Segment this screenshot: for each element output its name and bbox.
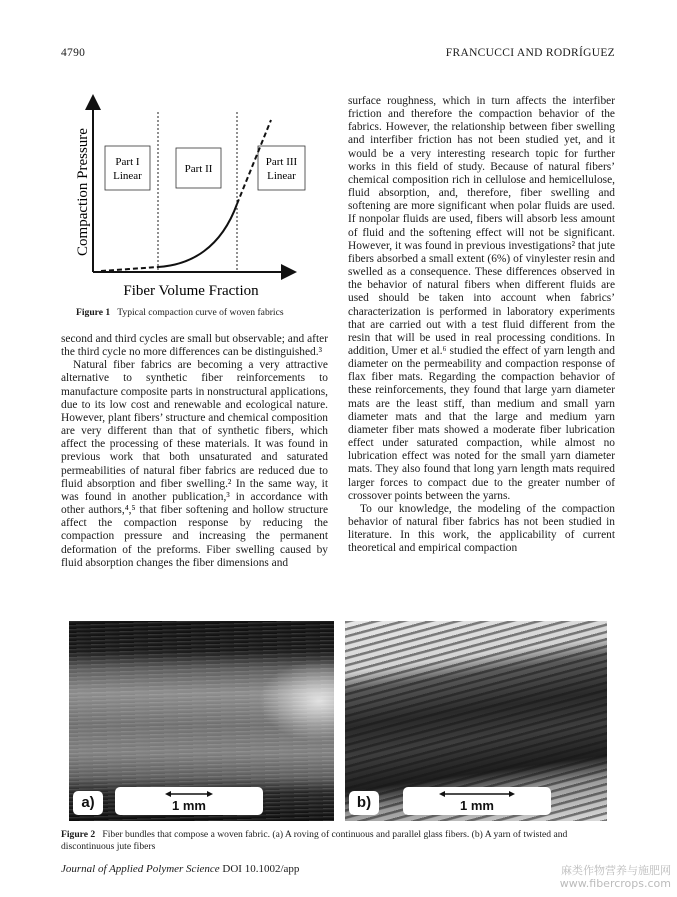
figure2-caption-text: Fiber bundles that compose a woven fabric. (a) A roving of continuous and parallel glass fibers. (b) A yarn of twisted and discontinuous jute fibers [61,829,568,852]
figure2-panel-a [69,621,334,821]
region-label-1b: Linear [113,170,142,182]
panel-a-tag: a) [73,791,103,815]
panel-b-scale-label: 1 mm [460,798,494,813]
region-label-2a: Part II [184,163,213,175]
figure2-caption [61,829,616,853]
panel-a-scalebar [115,787,263,815]
x-axis-label: Fiber Volume Fraction [123,283,259,299]
right-column [348,95,615,555]
figure1-caption [76,307,284,319]
region-label-3a: Part III [265,156,298,168]
site-watermark [560,864,671,890]
footer [61,863,299,875]
figure2-panel-b [345,621,607,821]
region-label-3b: Linear [267,170,296,182]
page-number: 4790 [61,47,86,59]
region-box-1 [105,146,150,190]
panel-a-scale-arrow [165,790,213,798]
curve-part-1 [101,267,158,271]
panel-b-scalebar [403,787,551,815]
footer-doi: DOI 10.1002/app [222,863,300,875]
figure1-chart [61,88,337,306]
watermark-line-1: 麻类作物营养与施肥网 [561,864,671,877]
region-box-3 [258,146,305,190]
panel-a-scale-label: 1 mm [172,798,206,813]
running-title: FRANCUCCI AND RODRÍGUEZ [445,47,615,59]
left-paragraph-2: Natural fiber fabrics are becoming a very attractive alternative to synthetic fiber reinforcements to manufacture composite parts in nonstructural applications, due to its low cost and renewable and ecological nature. However, plant fibers’ structure and chemical composition are very different than that of synthetic fibers, which affect the processing of these materials. It was found in previous work that both unsaturated and saturated permeabilities of natural fiber fabrics are reduced due to fluid absorption and fiber swelling.² In the same way, it was found in another publication,³ in accordance with other authors,⁴,⁵ that fiber softening and hollow structure affect the compaction response by reducing the compaction pressure and increasing the permanent deformation of the preforms. Fiber swelling caused by fluid absorption changes the fiber dimensions and [61,359,328,569]
right-paragraph-1: surface roughness, which in turn affects the interfiber friction and therefore the compaction behavior of the fabrics. However, the relationship between fiber swelling and interfiber friction has not been studied yet, and it would be a very interesting research topic for further works in this field of study. Because of natural fibers’ chemical composition rich in cellulose and hemicellulose, fluid absorption, and, therefore, fiber swelling and softening are more significant when polar fluids are used. If nonpolar fluids are used, fibers will absorb less amount of fluid and the softening effect will not be significant. However, it was found in previous investigations² that jute fibers absorbed a small extent (6%) of vinylester resin and swelled as a consequence. These differences observed in the behavior of natural fibers when different fluids are used should be taken into account when fabrics’ characterization is performed in laboratory experiments that are carried out with a test fluid different from the resin that will be used in real processing conditions. In addition, Umer et al.⁶ studied the effect of yarn length and diameter on the permeability and compaction response of flax fiber mats. Regarding the compaction behavior of these reinforcements, they found that large yarn diameter mats are the least stiff, than medium and small yarn diameter mats and that the large and medium yarn diameter fiber mats showed a moderate fiber lubrication effect under saturated compaction, while almost no lubrication effect was noted for the small yarn diameter mats. They also found that long yarn length mats required larger forces to compact due to the greater number of crossover points between the yarns. [348,95,615,502]
figure1-caption-label: Figure 1 [76,307,111,318]
figure1-caption-text: Typical compaction curve of woven fabrics [117,307,284,318]
right-paragraph-2: To our knowledge, the modeling of the compaction behavior of natural fiber fabrics has not been studied in literature. In this work, the applicability of current theoretical and empirical compaction [348,502,615,555]
left-column [61,333,328,570]
watermark-line-2: www.fibercrops.com [559,877,671,890]
figure2-caption-label: Figure 2 [61,829,96,840]
panel-b-tag: b) [349,791,379,815]
region-label-1a: Part I [115,156,140,168]
panel-b-scale-arrow [439,790,515,798]
footer-journal: Journal of Applied Polymer Science [61,863,220,875]
y-axis-label: Compaction Pressure [75,128,91,256]
left-paragraph-1: second and third cycles are small but observable; and after the third cycle no more differences can be distinguished.³ [61,333,328,359]
curve-part-2 [158,204,237,267]
